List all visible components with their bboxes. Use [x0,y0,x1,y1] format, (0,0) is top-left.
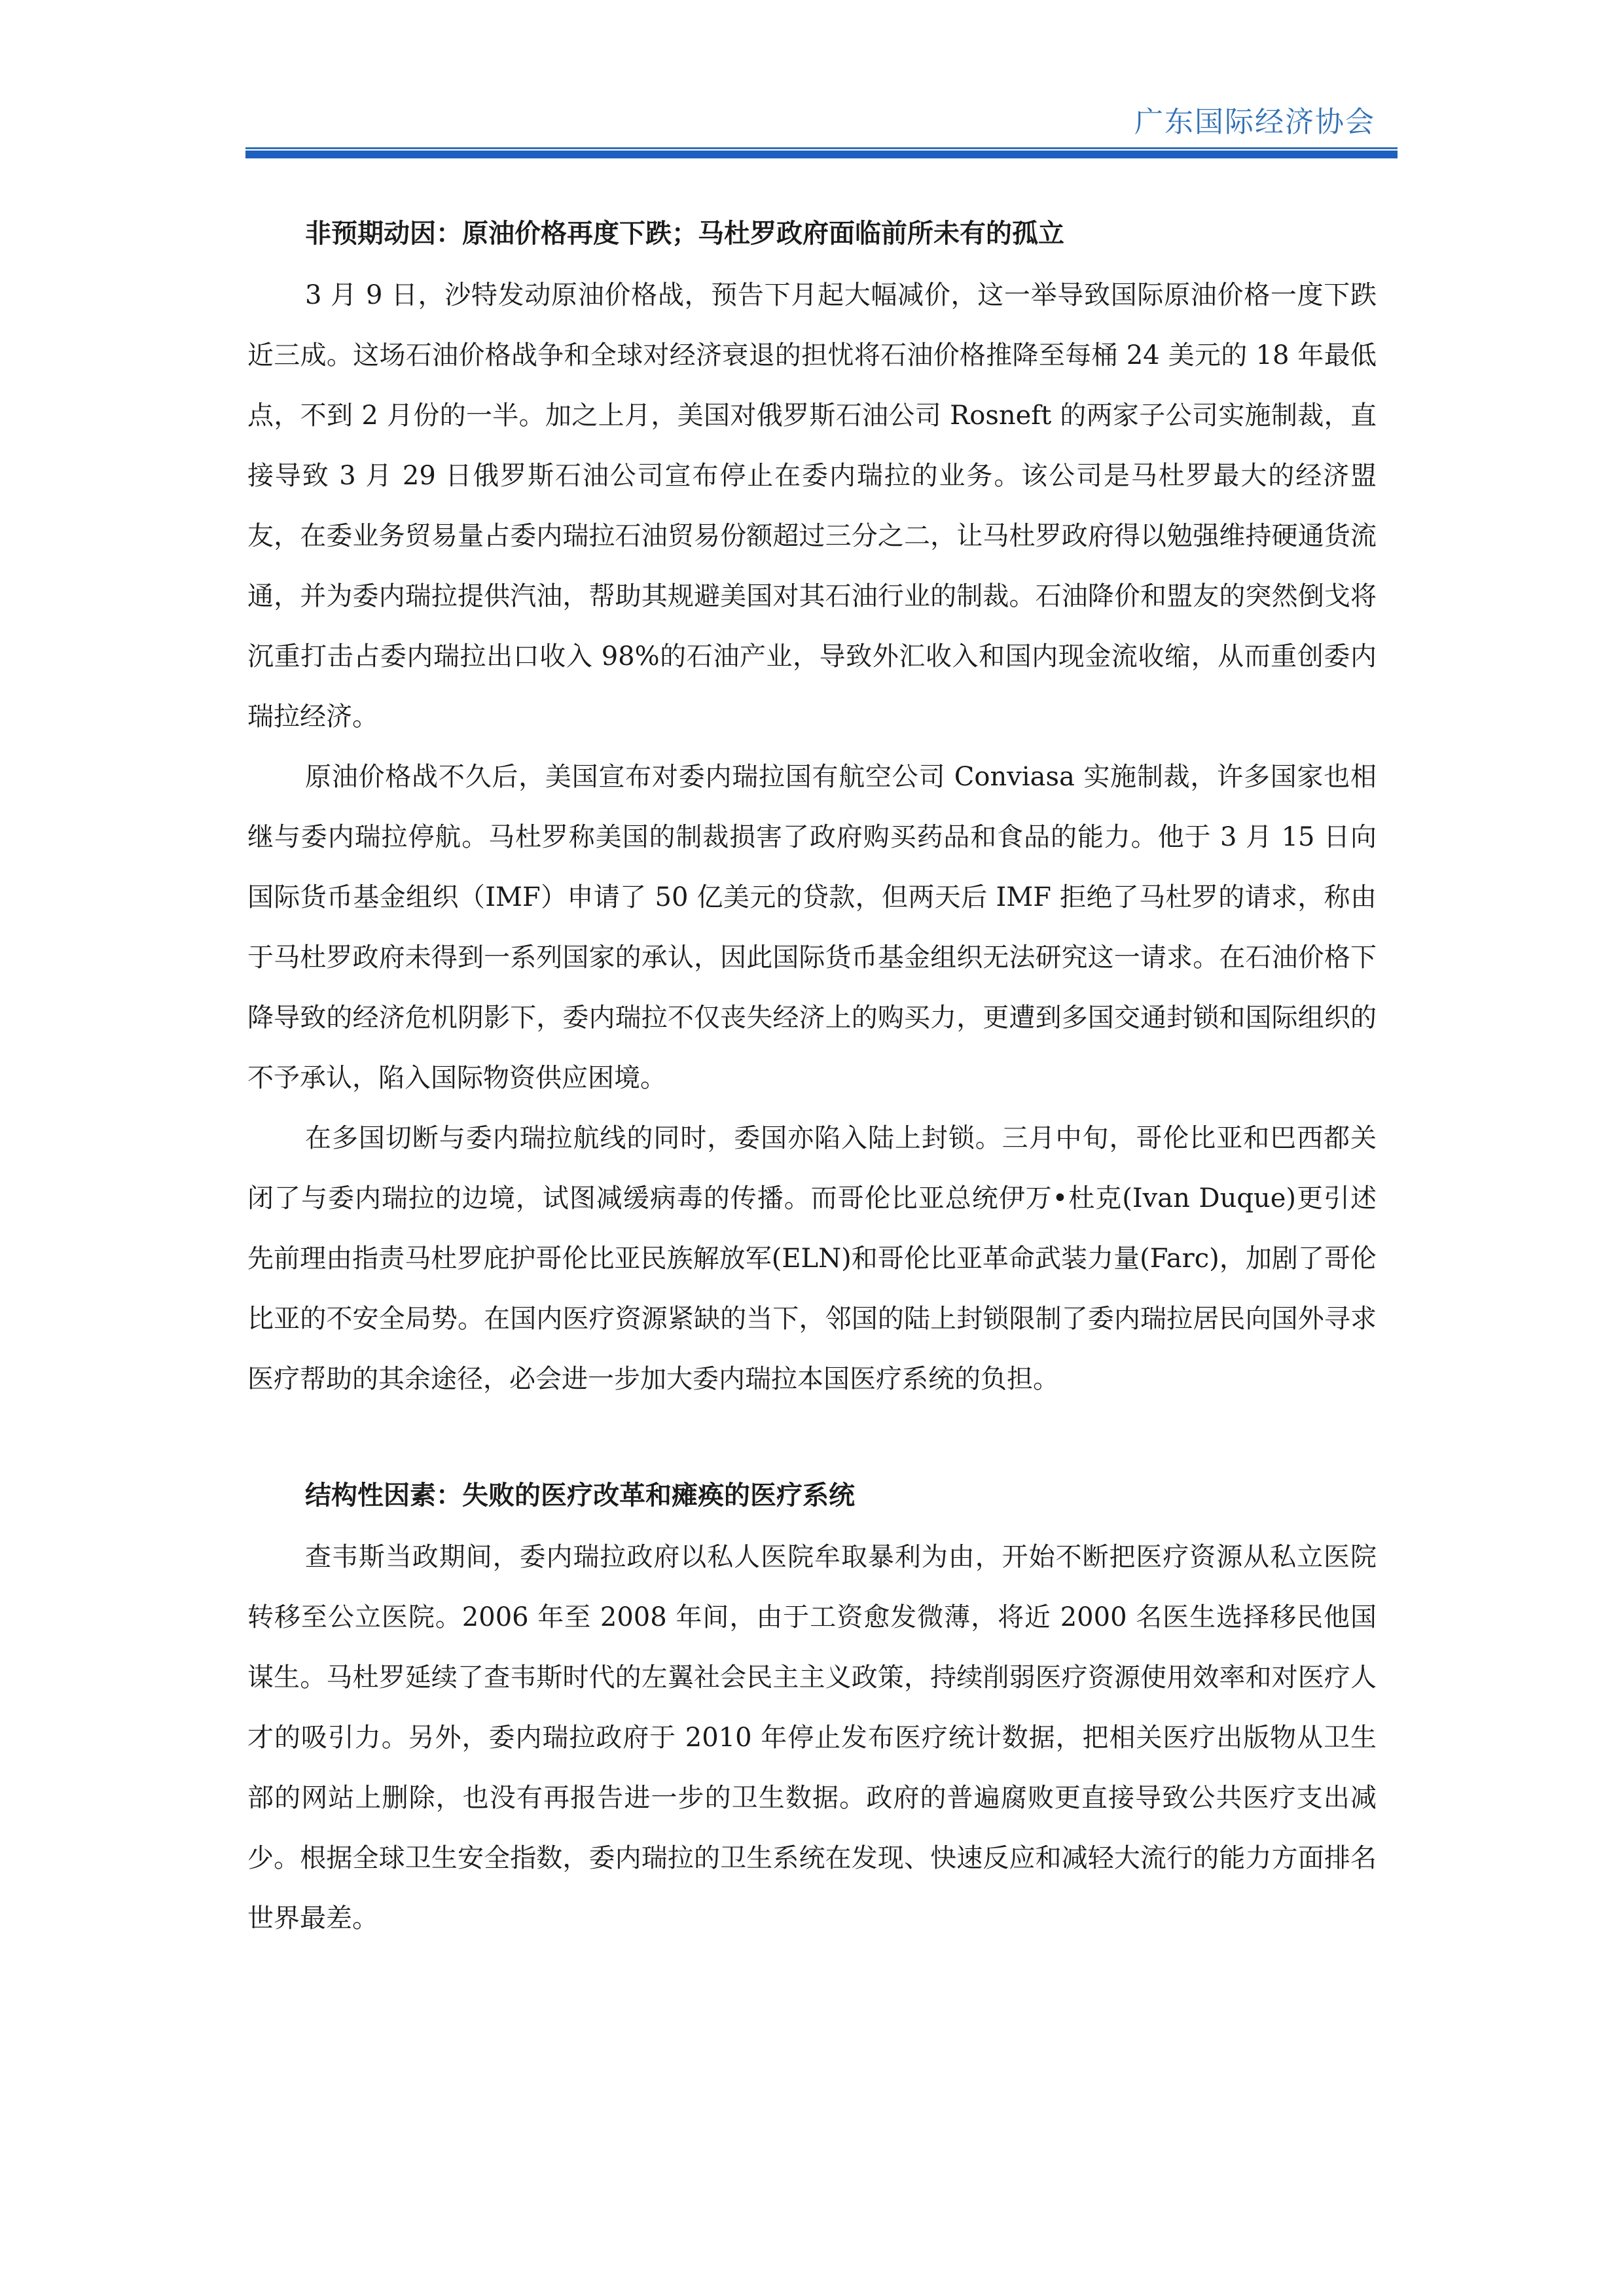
header-divider-thick [245,151,1398,158]
document-body [247,213,1377,1948]
section-heading: 非预期动因：原油价格再度下跌；马杜罗政府面临前所未有的孤立 [305,219,1064,249]
section-oil-price [247,213,1377,1409]
paragraph: 原油价格战不久后，美国宣布对委内瑞拉国有航空公司 Conviasa 实施制裁，许多国家也相继与委内瑞拉停航。马杜罗称美国的制裁损害了政府购买药品和食品的能力。他于 3 月 15 日向国际货币基金组织（IMF）申请了 50 亿美元的贷款，但两天后 IMF 拒绝了马杜罗的请求，称由于马杜罗政府未得到一系列国家的承认，因此国际货币基金组织无法研究这一请求。在石油价格下降导致的经济危机阴影下，委内瑞拉不仅丧失经济上的购买力，更遭到多国交通封锁和国际组织的不予承认，陷入国际物资供应困境。 [247,762,1377,1093]
paragraph: 3 月 9 日，沙特发动原油价格战，预告下月起大幅减价，这一举导致国际原油价格一度下跌近三成。这场石油价格战争和全球对经济衰退的担忧将石油价格推降至每桶 24 美元的 18 年最低点，不到 2 月份的一半。加之上月，美国对俄罗斯石油公司 Rosneft 的两家子公司实施制裁，直接导致 3 月 29 日俄罗斯石油公司宣布停止在委内瑞拉的业务。该公司是马杜罗最大的经济盟友，在委业务贸易量占委内瑞拉石油贸易份额超过三分之二，让马杜罗政府得以勉强维持硬通货流通，并为委内瑞拉提供汽油，帮助其规避美国对其石油行业的制裁。石油降价和盟友的突然倒戈将沉重打击占委内瑞拉出口收入 98%的石油产业，导致外汇收入和国内现金流收缩，从而重创委内瑞拉经济。 [247,280,1377,732]
section-healthcare [247,1475,1377,1948]
paragraph: 在多国切断与委内瑞拉航线的同时，委国亦陷入陆上封锁。三月中旬，哥伦比亚和巴西都关闭了与委内瑞拉的边境，试图减缓病毒的传播。而哥伦比亚总统伊万•杜克(Ivan Duque)更引述先前理由指责马杜罗庇护哥伦比亚民族解放军(ELN)和哥伦比亚革命武装力量(Farc)，加剧了哥伦比亚的不安全局势。在国内医疗资源紧缺的当下，邻国的陆上封锁限制了委内瑞拉居民向国外寻求医疗帮助的其余途径，必会进一步加大委内瑞拉本国医疗系统的负担。 [247,1123,1377,1394]
header-organization-name: 广东国际经济协会 [1134,105,1375,139]
paragraph: 查韦斯当政期间，委内瑞拉政府以私人医院牟取暴利为由，开始不断把医疗资源从私立医院转移至公立医院。2006 年至 2008 年间，由于工资愈发微薄，将近 2000 名医生选择移民他国谋生。马杜罗延续了查韦斯时代的左翼社会民主主义政策，持续削弱医疗资源使用效率和对医疗人才的吸引力。另外，委内瑞拉政府于 2010 年停止发布医疗统计数据，把相关医疗出版物从卫生部的网站上删除，也没有再报告进一步的卫生数据。政府的普遍腐败更直接导致公共医疗支出减少。根据全球卫生安全指数，委内瑞拉的卫生系统在发现、快速反应和减轻大流行的能力方面排名世界最差。 [247,1542,1377,1933]
section-heading: 结构性因素：失败的医疗改革和瘫痪的医疗系统 [305,1480,855,1511]
section-spacer [247,1409,1377,1475]
header-divider-thin [245,147,1398,149]
